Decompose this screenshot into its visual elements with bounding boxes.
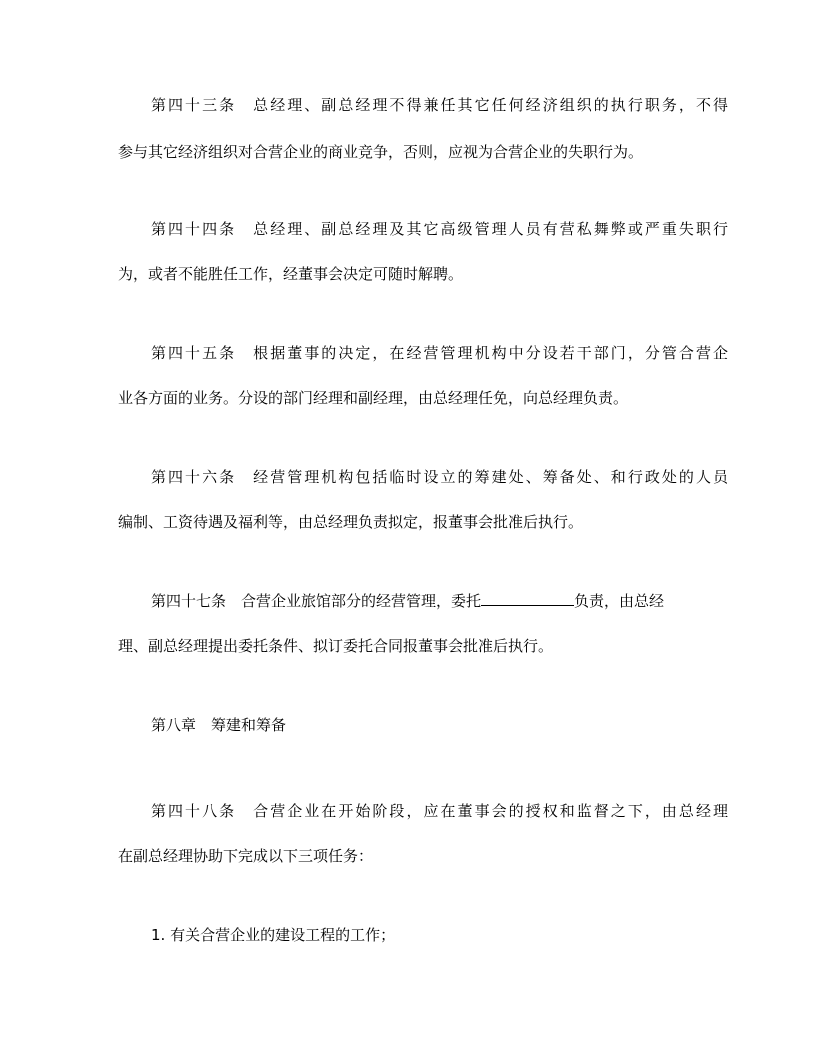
article-43-line-1: 第四十三条 总经理、副总经理不得兼任其它任何经济组织的执行职务，不得 [151,96,728,114]
article-46-line-1: 第四十六条 经营管理机构包括临时设立的筹建处、筹备处、和行政处的人员 [151,468,728,486]
article-45-line-2: 业各方面的业务。分设的部门经理和副经理，由总经理任免，向总经理负责。 [118,389,629,407]
article-43-line-2: 参与其它经济组织对合营企业的商业竞争，否则，应视为合营企业的失职行为。 [118,143,644,161]
article-47-line-1 [151,591,728,611]
list-item-1: 1. 有关合营企业的建设工程的工作； [151,926,396,944]
article-48-line-2: 在副总经理协助下完成以下三项任务： [118,847,374,865]
article-46-line-2: 编制、工资待遇及福利等，由总经理负责拟定，报董事会批准后执行。 [118,513,584,531]
article-47-line-1-end: 负责，由总经 [574,592,665,610]
article-47-line-2: 理、副总经理提出委托条件、拟订委托合同报董事会批准后执行。 [118,637,554,655]
article-47-line-1-start: 第四十七条 合营企业旅馆部分的经营管理，委托 [151,592,482,610]
article-44-line-1: 第四十四条 总经理、副总经理及其它高级管理人员有营私舞弊或严重失职行 [151,220,728,238]
chapter-heading: 第八章 筹建和筹备 [151,716,287,734]
blank-fill-line [481,591,574,606]
article-44-line-2: 为，或者不能胜任工作，经董事会决定可随时解聘。 [118,265,464,283]
article-45-line-1: 第四十五条 根据董事的决定，在经营管理机构中分设若干部门，分管合营企 [151,344,728,362]
article-48-line-1: 第四十八条 合营企业在开始阶段，应在董事会的授权和监督之下，由总经理 [151,802,728,820]
